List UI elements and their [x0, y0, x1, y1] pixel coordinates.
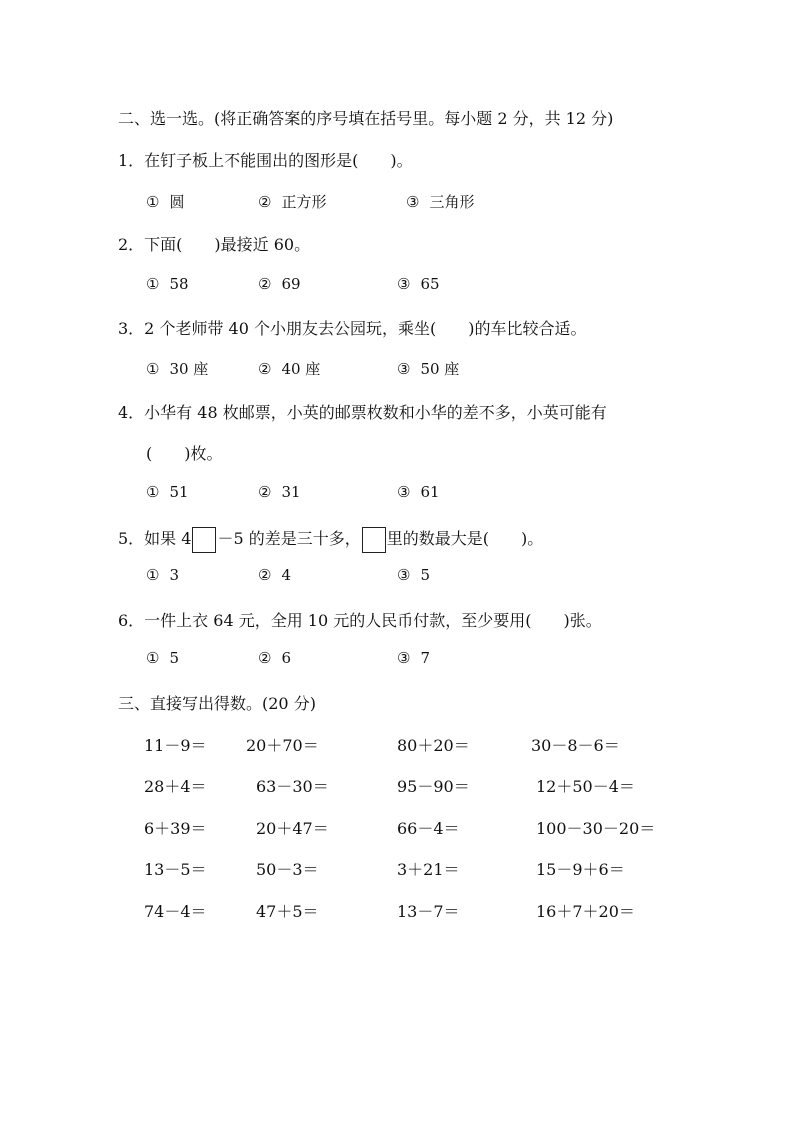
calc-item[interactable]: 63－30＝: [256, 777, 329, 796]
q2-option-3[interactable]: ③ 65: [397, 275, 440, 293]
blank-box: [362, 527, 386, 553]
q3-option-3[interactable]: ③ 50 座: [397, 360, 460, 378]
q2-option-2[interactable]: ② 69: [258, 275, 301, 293]
q1-option-2[interactable]: ② 正方形: [258, 193, 327, 211]
q5-option-3[interactable]: ③ 5: [397, 566, 430, 584]
q5-option-2[interactable]: ② 4: [258, 566, 291, 584]
calc-item[interactable]: 20＋47＝: [256, 819, 329, 838]
q1-option-1[interactable]: ① 圆: [146, 193, 185, 211]
calc-item[interactable]: 15－9＋6＝: [536, 860, 625, 879]
calc-item[interactable]: 100－30－20＝: [536, 819, 656, 838]
calc-item[interactable]: 11－9＝: [144, 736, 207, 755]
q6-option-2[interactable]: ② 6: [258, 649, 291, 667]
q3-option-2[interactable]: ② 40 座: [258, 360, 321, 378]
q6-option-3[interactable]: ③ 7: [397, 649, 430, 667]
calc-item[interactable]: 95－90＝: [397, 777, 470, 796]
section-2-heading: 二、选一选。(将正确答案的序号填在括号里。每小题 2 分，共 12 分): [118, 109, 614, 128]
q4-option-1[interactable]: ① 51: [146, 483, 189, 501]
q1-option-3[interactable]: ③ 三角形: [406, 193, 475, 211]
calc-item[interactable]: 13－7＝: [397, 902, 460, 921]
question-4: 4．小华有 48 枚邮票，小英的邮票枚数和小华的差不多，小英可能有: [118, 403, 607, 422]
calc-item[interactable]: 80＋20＝: [397, 736, 470, 755]
question-6: 6．一件上衣 64 元，全用 10 元的人民币付款，至少要用( )张。: [118, 611, 602, 630]
calc-item[interactable]: 74－4＝: [144, 902, 207, 921]
question-1: 1．在钉子板上不能围出的图形是( )。: [118, 151, 413, 170]
calc-item[interactable]: 66－4＝: [397, 819, 460, 838]
q5-option-1[interactable]: ① 3: [146, 566, 179, 584]
blank-box[interactable]: [192, 527, 216, 553]
question-3: 3．2 个老师带 40 个小朋友去公园玩，乘坐( )的车比较合适。: [118, 319, 587, 338]
calc-item[interactable]: 6＋39＝: [144, 819, 207, 838]
q2-option-1[interactable]: ① 58: [146, 275, 189, 293]
q3-option-1[interactable]: ① 30 座: [146, 360, 209, 378]
question-4-line-2: ( )枚。: [146, 444, 223, 463]
calc-item[interactable]: 12＋50－4＝: [536, 777, 635, 796]
calc-item[interactable]: 13－5＝: [144, 860, 207, 879]
calc-item[interactable]: 28＋4＝: [144, 777, 207, 796]
q6-option-1[interactable]: ① 5: [146, 649, 179, 667]
calc-item[interactable]: 20＋70＝: [246, 736, 319, 755]
calc-item[interactable]: 16＋7＋20＝: [536, 902, 635, 921]
calc-item[interactable]: 47＋5＝: [256, 902, 319, 921]
section-3-heading: 三、直接写出得数。(20 分): [118, 694, 316, 713]
question-2: 2．下面( )最接近 60。: [118, 235, 311, 254]
calc-item[interactable]: 50－3＝: [256, 860, 319, 879]
q4-option-3[interactable]: ③ 61: [397, 483, 440, 501]
question-5: 5．如果 4 －5 的差是三十多， 里的数最大是( )。: [118, 526, 543, 553]
calc-item[interactable]: 30－8－6＝: [531, 736, 620, 755]
q4-option-2[interactable]: ② 31: [258, 483, 301, 501]
calc-item[interactable]: 3＋21＝: [397, 860, 460, 879]
